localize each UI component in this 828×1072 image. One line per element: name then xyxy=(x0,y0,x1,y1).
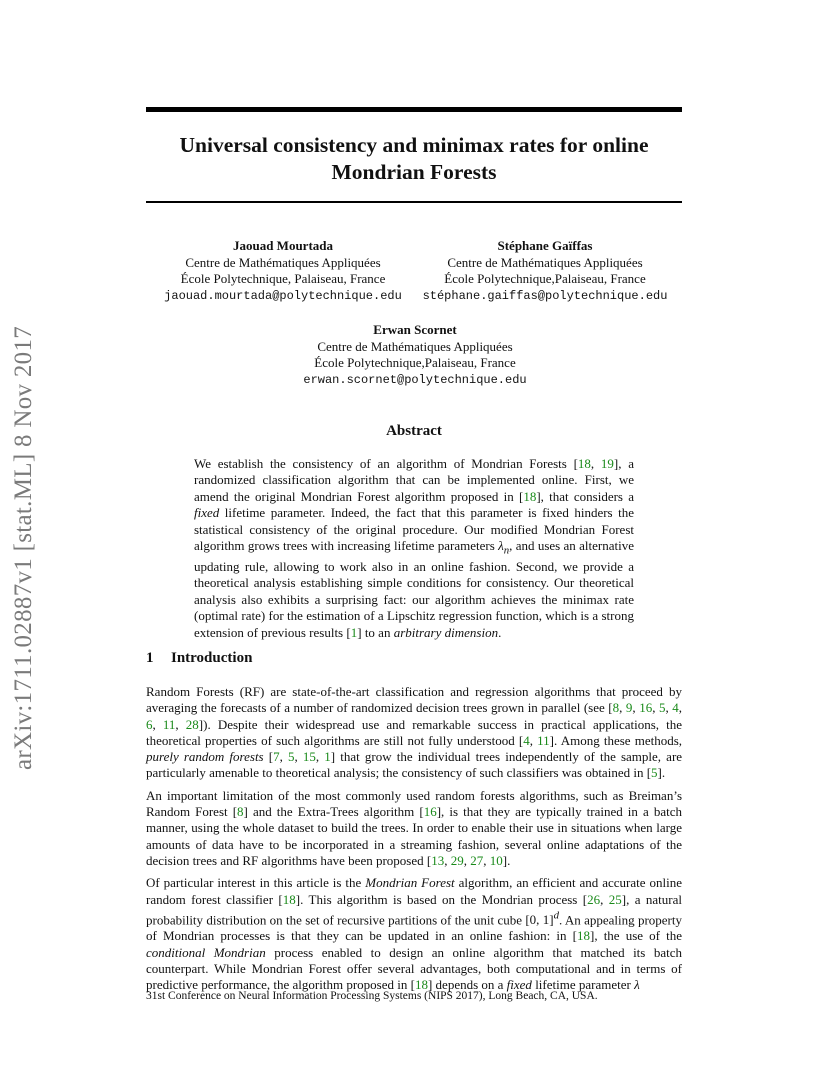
author-email[interactable]: stéphane.gaiffas@polytechnique.edu xyxy=(422,288,668,303)
paragraph-3: Of particular interest in this article is the Mondrian Forest algorithm, an efficient and accurate online random forest classifier [18]. This algorithm is based on the Mondrian process [26, 25], a natural probability distribution on the set of recursive partitions of the unit cube [0, 1]$^d$. An appealing property of Mondrian processes is that they can be updated in an online fashion: in [18], the use of the conditional Mondrian process enabled to design an online algorithm that matched its batch counterpart. While Mondrian Forest offer several advantages, both computational and in terms of predictive performance, the algorithm proposed in [18] depends on a fixed lifetime parameter λ xyxy=(146,875,683,993)
citation-link[interactable]: 11 xyxy=(162,716,176,732)
author-name: Jaouad Mourtada xyxy=(232,238,334,253)
citation-link[interactable]: 4 xyxy=(672,700,679,716)
citation-link[interactable]: 16 xyxy=(423,804,437,820)
citation-link[interactable]: 1 xyxy=(350,624,358,640)
citation-link[interactable]: 5 xyxy=(288,749,295,765)
citation-link[interactable]: 9 xyxy=(625,700,633,716)
author-name: Erwan Scornet xyxy=(373,322,457,337)
citation-link[interactable]: 26 xyxy=(587,891,601,907)
introduction-body xyxy=(146,684,682,1000)
abstract-text: We establish the consistency of an algorithm of Mondrian Forests [18, 19], a randomized classification algorithm that can be implemented online. First, we amend the original Mondrian Forest algorithm proposed in [18], that considers a fixed lifetime parameter. Indeed, the fact that this parameter is fixed hinders the statistical consistency of the original procedure. Our modified Mondrian Forest algorithm grows trees with increasing lifetime parameters $\lambda_n$, and uses an alternative updating rule, allowing to work also in an online fashion. Second, we provide a theoretical analysis establishing simple conditions for consistency. Our theoretical analysis also exhibits a surprising fact: our algorithm achieves the minimax rate (optimal rate) for the estimation of a Lipschitz regression function, which is a strong extension of previous results [1] to an arbitrary dimension. xyxy=(194,456,634,640)
arxiv-identifier: arXiv:1711.02887v1 [stat.ML] 8 Nov 2017 xyxy=(10,325,37,770)
author-affiliation: Centre de Mathématiques Appliquées xyxy=(447,254,643,270)
citation-link[interactable]: 1 xyxy=(324,749,331,765)
author-affiliation: Centre de Mathématiques Appliquées xyxy=(317,338,513,354)
author-institution: École Polytechnique, Palaiseau, France xyxy=(180,271,386,286)
citation-link[interactable]: 29 xyxy=(450,852,464,868)
citation-link[interactable]: 18 xyxy=(577,456,591,471)
citation-link[interactable]: 28 xyxy=(185,716,199,732)
citation-link[interactable]: 18 xyxy=(576,928,590,944)
citation-link[interactable]: 15 xyxy=(302,749,316,765)
author-block-1 xyxy=(148,238,418,304)
citation-link[interactable]: 19 xyxy=(600,456,614,471)
citation-link[interactable]: 5 xyxy=(658,700,666,716)
paragraph-1: Random Forests (RF) are state-of-the-art classification and regression algorithms that proceed by averaging the forecasts of a number of randomized decision trees grown in parallel (see [8, 9, 16, 5, 4, 6, 11, 28]). Despite their widespread use and remarkable success in practical applications, the theoretical properties of such algorithms are still not fully understood [4, 11]. Among these methods, purely random forests [7, 5, 15, 1] that grow the individual trees independently of the sample, are particularly amenable to theoretical analysis; the consistency of such classifiers was obtained in [5]. xyxy=(146,684,683,781)
citation-link[interactable]: 5 xyxy=(651,765,658,781)
paper-title: Universal consistency and minimax rates for online Mondrian Forests xyxy=(179,133,649,184)
citation-link[interactable]: 18 xyxy=(282,891,296,907)
section-title: Introduction xyxy=(171,650,253,666)
citation-link[interactable]: 18 xyxy=(414,977,428,993)
section-heading-introduction xyxy=(146,650,252,667)
citation-link[interactable]: 18 xyxy=(523,488,537,504)
citation-link[interactable]: 7 xyxy=(273,749,280,765)
author-email[interactable]: erwan.scornet@polytechnique.edu xyxy=(303,372,527,387)
conference-footnote: 31st Conference on Neural Information Processing Systems (NIPS 2017), Long Beach, CA, USA. xyxy=(146,990,598,1002)
author-institution: École Polytechnique,Palaiseau, France xyxy=(444,271,646,286)
title-top-rule xyxy=(146,107,682,112)
citation-link[interactable]: 10 xyxy=(489,852,503,868)
paragraph-2: An important limitation of the most commonly used random forests algorithms, such as Breiman’s Random Forest [8] and the Extra-Trees algorithm [16], is that they are typically trained in a batch manner, using the whole dataset to build the trees. In order to enable their use in situations when large amounts of data have to be incorporated in a streaming fashion, several online adaptations of the decision trees and RF algorithms have been proposed [13, 29, 27, 10]. xyxy=(146,787,682,868)
citation-link[interactable]: 6 xyxy=(146,716,153,732)
title-bottom-rule xyxy=(146,201,682,203)
author-affiliation: Centre de Mathématiques Appliquées xyxy=(185,254,381,270)
author-block-3 xyxy=(280,322,550,388)
author-block-2 xyxy=(410,238,680,304)
author-institution: École Polytechnique,Palaiseau, France xyxy=(314,355,516,370)
citation-link[interactable]: 16 xyxy=(639,700,653,716)
math-lambda-n: $\lambda_n$ xyxy=(498,538,510,557)
citation-link[interactable]: 25 xyxy=(608,891,622,907)
citation-link[interactable]: 27 xyxy=(470,852,484,868)
citation-link[interactable]: 8 xyxy=(237,804,244,820)
citation-link[interactable]: 4 xyxy=(523,732,530,748)
section-number: 1 xyxy=(146,650,154,666)
abstract-heading: Abstract xyxy=(386,423,442,439)
author-name: Stéphane Gaïffas xyxy=(497,238,593,253)
citation-link[interactable]: 8 xyxy=(612,700,620,716)
citation-link[interactable]: 13 xyxy=(431,852,445,868)
math-unit-cube: [0, 1]$^d$ xyxy=(525,909,559,928)
author-email[interactable]: jaouad.mourtada@polytechnique.edu xyxy=(164,288,402,303)
citation-link[interactable]: 11 xyxy=(537,732,550,748)
math-lambda: λ xyxy=(634,977,640,993)
